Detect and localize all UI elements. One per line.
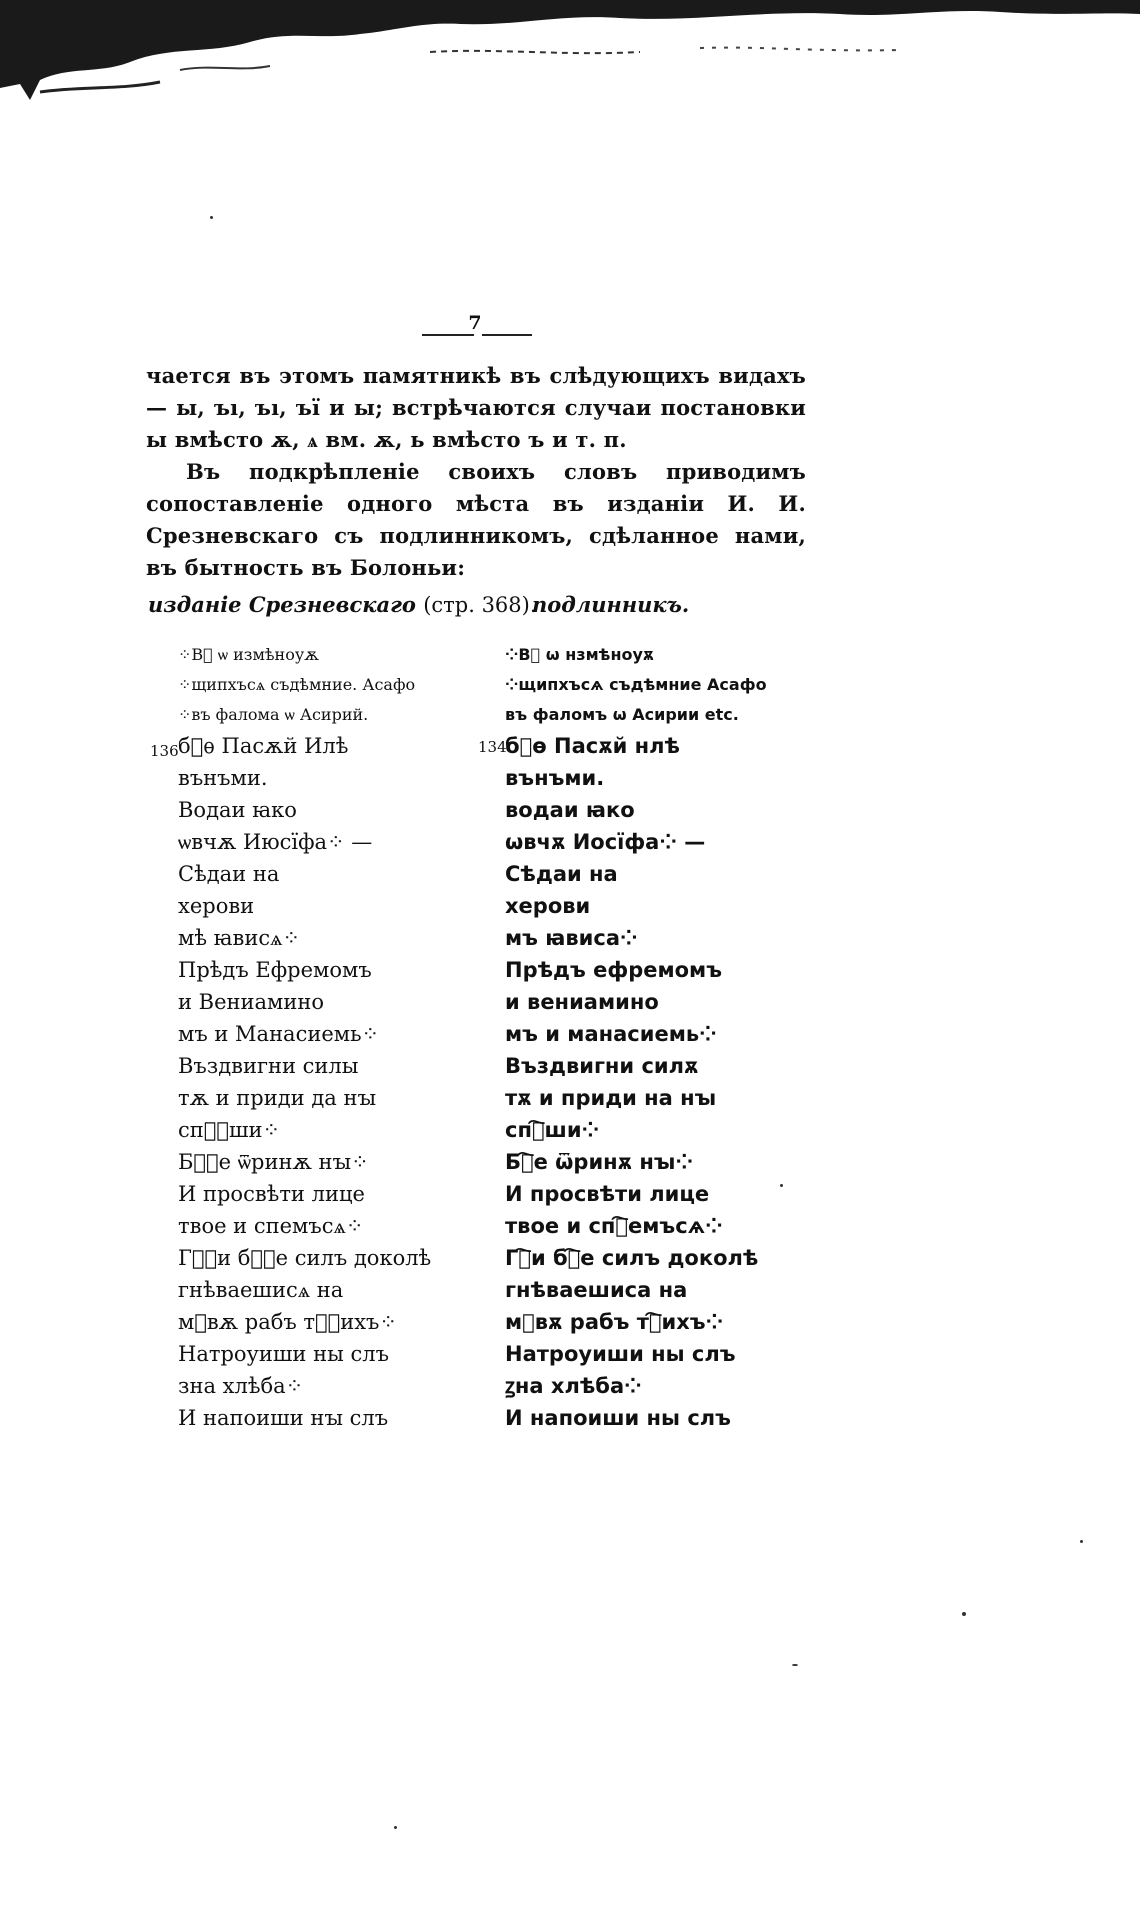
- right-line: Натроуиши ны слъ: [505, 1342, 736, 1366]
- scan-speck: [1080, 1540, 1083, 1543]
- left-line: твое и спемъсѧ⁘: [178, 1214, 364, 1238]
- page-number: 7: [468, 312, 482, 334]
- right-line: ⁘Вⷪ ѡ нзмѣноуѫ: [505, 645, 654, 664]
- left-line: Въздвигни силы: [178, 1054, 359, 1078]
- scan-speck: [792, 1664, 798, 1666]
- right-line: мⷪвѫ рабъ тⷭ҇ихъ⁘: [505, 1310, 724, 1334]
- left-line: мѣ ꙗвисѧ⁘: [178, 926, 301, 950]
- right-line: ⁘щипхъсѧ съдѣмние Асафо: [505, 675, 767, 694]
- scan-speck: [394, 1826, 397, 1829]
- right-line: ѡвчѫ Иосїфа⁘ —: [505, 830, 706, 854]
- right-line: тѫ и приди на нꙑ: [505, 1086, 717, 1110]
- left-verse-number: 136: [150, 742, 179, 760]
- right-line: И просвѣти лице: [505, 1182, 710, 1206]
- page-number-rule-right: [482, 334, 532, 336]
- right-line: мъ ꙗвиса⁘: [505, 926, 638, 950]
- left-line: ⁘Вⷪ ѡ измѣноуѫ: [178, 645, 319, 664]
- left-line: бⷪѳ Пасѫй Илѣ: [178, 734, 349, 758]
- left-line: ⁘щипхъсѧ съдѣмние. Асафо: [178, 675, 416, 694]
- left-line: Сѣдаи на: [178, 862, 280, 886]
- left-line: и Вениамино: [178, 990, 325, 1014]
- right-line: Сѣдаи на: [505, 862, 618, 886]
- left-line: Натроуиши ны слъ: [178, 1342, 389, 1366]
- right-line: ꙁна хлѣба⁘: [505, 1374, 642, 1398]
- right-line: херови: [505, 894, 591, 918]
- right-line: водаи ꙗко: [505, 798, 635, 822]
- scan-speck: [210, 216, 213, 219]
- right-line: Прѣдъ ефремомъ: [505, 958, 723, 982]
- left-line: Прѣдъ Ефремомъ: [178, 958, 372, 982]
- body-text: [146, 360, 806, 584]
- left-line: Бⷤ҇е ѿринѫ нꙑ⁘: [178, 1150, 369, 1174]
- right-line: вънъми.: [505, 766, 605, 790]
- page-number-rule-left: [422, 334, 474, 336]
- scan-edge-artifact: [0, 0, 1140, 120]
- scan-speck: [962, 1612, 966, 1616]
- right-column: [505, 640, 767, 1434]
- left-header-title: изданіе Срезневскаго: [148, 592, 416, 617]
- left-line: ѡвчѫ Июсїфа⁘ —: [178, 830, 373, 854]
- right-line: въ фаломъ ѡ Асирии etc.: [505, 705, 739, 724]
- left-line: тѫ и приди да нꙑ: [178, 1086, 377, 1110]
- left-column-header: [148, 592, 537, 617]
- left-line: вънъми.: [178, 766, 268, 790]
- left-header-ref: (стр. 368).: [423, 593, 537, 617]
- right-line: твое и спⷭ҇емъсѧ⁘: [505, 1214, 723, 1238]
- scan-speck: [780, 1184, 783, 1187]
- left-line: зна хлѣба⁘: [178, 1374, 304, 1398]
- right-line: Гⷭ҇и бⷭ҇е силъ доколѣ: [505, 1246, 759, 1270]
- left-line: Водаи ꙗко: [178, 798, 297, 822]
- right-line: мъ и манасиемь⁘: [505, 1022, 717, 1046]
- left-column: [178, 640, 431, 1434]
- left-line: ⁘въ фалома ѡ Асирий.: [178, 705, 369, 724]
- right-line: гнѣваешиса на: [505, 1278, 688, 1302]
- left-line: Гⷭ҇и бⷭ҇е силъ доколѣ: [178, 1246, 432, 1270]
- paragraph-2: Въ подкрѣпленіе своихъ словъ приводимъ сопоставленіе одного мѣста въ изданіи И. И. Срезневскаго съ подлинникомъ, сдѣланное нами, въ бытность въ Болоньи:: [146, 459, 806, 580]
- right-column-header: подлинникъ.: [532, 592, 690, 617]
- right-line: Бⷤ҇е ѿринѫ нꙑ⁘: [505, 1150, 694, 1174]
- left-line: гнѣваешисѧ на: [178, 1278, 344, 1302]
- paragraph-1: чается въ этомъ памятникѣ въ слѣдующихъ видахъ — ы, ъı, ъı, ъї и ы; встрѣчаются случаи постановки ы вмѣсто ѫ, ѧ вм. ѫ, ь вмѣсто ъ и т. п.: [146, 363, 806, 452]
- right-line: и вениамино: [505, 990, 659, 1014]
- right-verse-number: 134.: [478, 738, 512, 756]
- right-line: Въздвигни силѫ: [505, 1054, 699, 1078]
- left-line: мⷪвѫ рабъ тⷭ҇ихъ⁘: [178, 1310, 398, 1334]
- left-line: И просвѣти лице: [178, 1182, 365, 1206]
- left-line: мъ и Манасиемь⁘: [178, 1022, 380, 1046]
- left-line: И напоиши нꙑ слъ: [178, 1406, 389, 1430]
- right-line: бⷪѳ Пасѫй нлѣ: [505, 734, 680, 758]
- right-line: И напоиши ны слъ: [505, 1406, 731, 1430]
- left-line: херови: [178, 894, 255, 918]
- right-line: спⷭ҇ши⁘: [505, 1118, 600, 1142]
- left-line: спⷭ҇ши⁘: [178, 1118, 281, 1142]
